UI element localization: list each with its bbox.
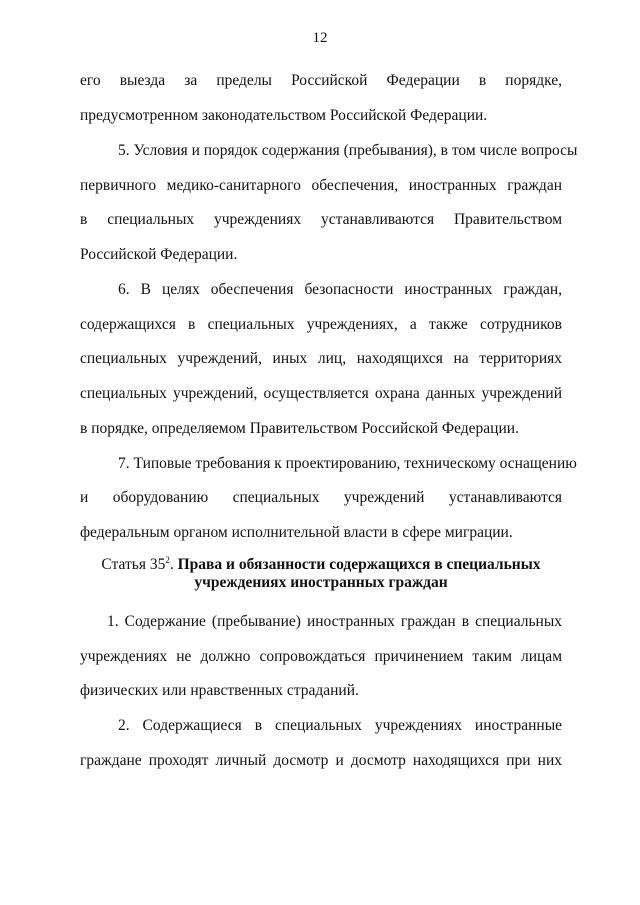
article-title-line1: Права и обязанности содержащихся в специальных: [177, 556, 541, 573]
text-line: в специальных учреждениях устанавливаются Правительством: [80, 211, 562, 228]
text-line: 6. В целях обеспечения безопасности иностранных граждан,: [118, 281, 562, 298]
text-line: 1. Содержание (пребывание) иностранных граждан в специальных: [107, 613, 562, 630]
text-line: граждане проходят личный досмотр и досмотр находящихся при них: [80, 752, 562, 769]
text-line: специальных учреждений, иных лиц, находящихся на территориях: [80, 350, 562, 367]
text-line: предусмотренном законодательством Российской Федерации.: [80, 107, 488, 124]
article-title-line2: учреждениях иностранных граждан: [194, 574, 448, 591]
text-line: 2. Содержащиеся в специальных учреждениях иностранные: [118, 717, 562, 734]
text-line: Российской Федерации.: [80, 246, 238, 263]
text-line: федеральным органом исполнительной власти в сфере миграции.: [80, 524, 513, 541]
article-heading: [80, 556, 562, 592]
text-line: его выезда за пределы Российской Федерации в порядке,: [80, 72, 562, 89]
article-number: Статья $35^2$.: [101, 554, 174, 573]
page-number: 12: [312, 30, 328, 46]
text-line: и оборудованию специальных учреждений устанавливаются: [80, 489, 562, 506]
text-line: 7. Типовые требования к проектированию, техническому оснащению: [118, 455, 577, 472]
text-line: учреждениях не должно сопровождаться причинением таким лицам: [80, 648, 562, 665]
text-line: содержащихся в специальных учреждениях, а также сотрудников: [80, 316, 562, 333]
text-line: 5. Условия и порядок содержания (пребывания), в том числе вопросы: [118, 142, 578, 159]
text-line: специальных учреждений, осуществляется охрана данных учреждений: [80, 385, 562, 402]
text-line: физических или нравственных страданий.: [80, 682, 359, 699]
text-line: в порядке, определяемом Правительством Российской Федерации.: [80, 420, 519, 437]
text-line: первичного медико-санитарного обеспечения, иностранных граждан: [80, 177, 562, 194]
